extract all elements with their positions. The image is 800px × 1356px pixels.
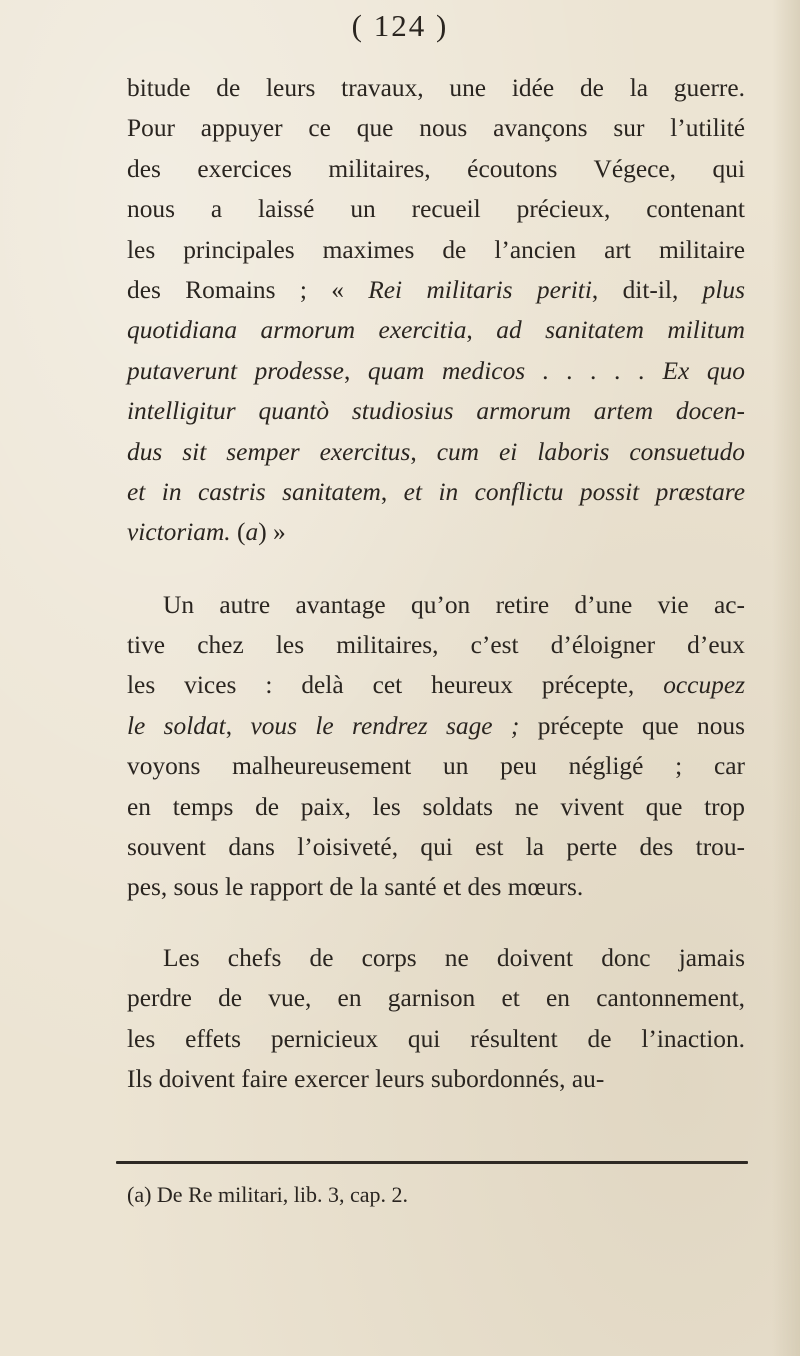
italic-run: occupez — [663, 671, 745, 700]
italic-run: le soldat — [127, 711, 226, 740]
text-run: souvent dans l’oisiveté, qui est la perte des trou- — [127, 833, 745, 862]
body-text — [127, 68, 745, 1099]
text-run: , — [466, 316, 497, 345]
text-line — [127, 310, 745, 350]
text-line — [127, 625, 745, 665]
text-run: en temps de paix, les soldats ne vivent que trop — [127, 792, 745, 821]
text-line — [127, 351, 745, 391]
text-line — [127, 867, 745, 907]
text-run: , — [410, 437, 437, 466]
paragraph — [127, 938, 745, 1100]
text-run: Ils doivent faire exercer leurs subordonnés, au- — [127, 1064, 605, 1093]
text-run: Un autre avantage qu’on retire d’une vie ac- — [163, 590, 745, 619]
text-line — [127, 1019, 745, 1059]
text-run: voyons malheureusement un peu négligé ; car — [127, 752, 745, 781]
italic-run: cum ei laboris consuetudo — [436, 437, 745, 466]
text-run: , — [225, 711, 251, 740]
italic-run: ad sanitatem militum — [496, 316, 745, 345]
text-line — [127, 108, 745, 148]
italic-run: et in castris sanitatem — [127, 477, 381, 506]
footnote-rule — [116, 1161, 748, 1164]
italic-run: quam medicos . . . . . Ex quo — [367, 356, 746, 385]
page-edge-shadow — [772, 0, 800, 1356]
italic-run: putaverunt prodesse — [127, 356, 344, 385]
paragraph — [127, 68, 745, 553]
text-run: nous a laissé un recueil précieux, contenant — [127, 195, 745, 224]
italic-run: vous le rendrez sage ; — [250, 711, 520, 740]
text-run: pes, sous le rapport de la santé et des mœurs. — [127, 873, 584, 902]
text-line — [127, 391, 745, 431]
text-line — [127, 230, 745, 270]
italic-run: a — [245, 518, 259, 547]
text-line — [127, 472, 745, 512]
text-run: Les chefs de corps ne doivent donc jamais — [163, 943, 745, 972]
page-number: ( 124 ) — [351, 8, 449, 43]
text-line — [127, 432, 745, 472]
text-run: les effets pernicieux qui résultent de l’inaction. — [127, 1024, 745, 1053]
text-line — [127, 938, 745, 978]
text-line — [127, 149, 745, 189]
text-line — [127, 189, 745, 229]
text-run: précepte que nous — [519, 711, 746, 740]
text-line — [127, 706, 745, 746]
italic-run: victoriam. — [127, 518, 231, 547]
text-line — [127, 787, 745, 827]
text-run: Pour appuyer ce que nous avançons sur l’utilité — [127, 114, 745, 143]
italic-run: dus sit semper exercitus — [127, 437, 411, 466]
italic-run: et in conflictu possit præstare — [403, 477, 745, 506]
text-run: , dit-il, — [591, 275, 703, 304]
text-line — [127, 68, 745, 108]
text-run: perdre de vue, en garnison et en cantonnement, — [127, 984, 745, 1013]
text-run: des Romains ; « — [127, 275, 369, 304]
text-line — [127, 512, 745, 552]
text-line — [127, 978, 745, 1018]
text-run: , — [380, 477, 404, 506]
italic-run: Rei militaris periti — [368, 275, 592, 304]
text-run: ( — [230, 518, 246, 547]
footnote: (a) De Re militari, lib. 3, cap. 2. — [127, 1182, 409, 1207]
text-run: tive chez les militaires, c’est d’éloigner d’eux — [127, 631, 745, 660]
text-run: des exercices militaires, écoutons Végece, qui — [127, 154, 745, 183]
text-line — [127, 270, 745, 310]
text-run: les vices : delà cet heureux précepte, — [127, 671, 664, 700]
text-line — [127, 746, 745, 786]
text-run: bitude de leurs travaux, une idée de la guerre. — [127, 74, 745, 102]
text-run: les principales maximes de l’ancien art militaire — [127, 235, 745, 264]
italic-run: intelligitur quantò studiosius armorum artem docen- — [127, 397, 745, 426]
paragraph — [127, 585, 745, 908]
text-line — [127, 585, 745, 625]
text-run: , — [343, 356, 368, 385]
text-line — [127, 665, 745, 705]
text-run: ) » — [258, 518, 286, 547]
text-line — [127, 827, 745, 867]
italic-run: plus — [702, 275, 745, 304]
text-line — [127, 1059, 745, 1099]
italic-run: quotidiana armorum exercitia — [127, 316, 467, 345]
